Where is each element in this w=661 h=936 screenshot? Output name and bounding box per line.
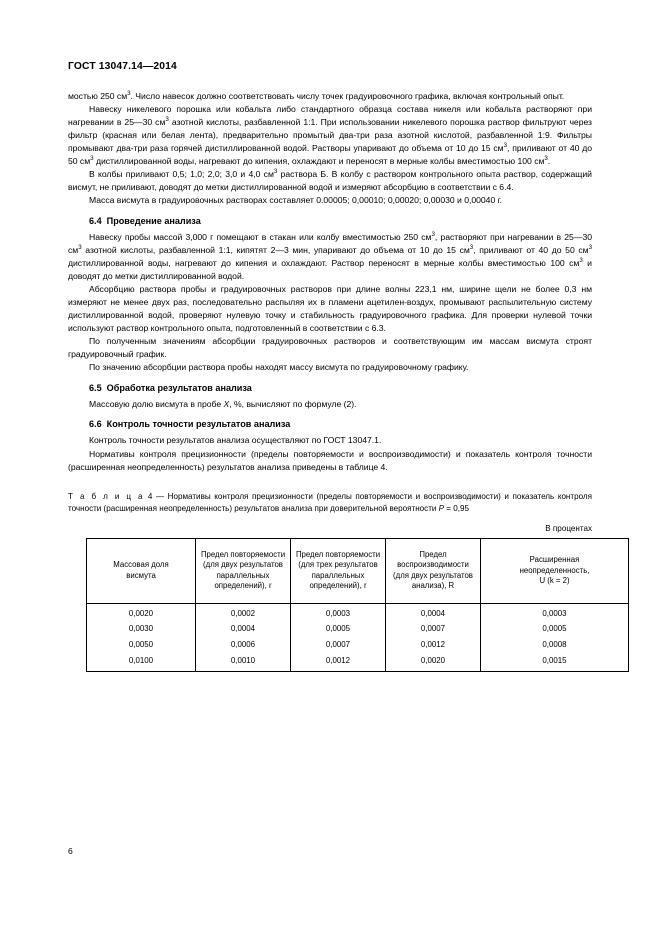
table-row (87, 638, 629, 654)
paragraph-analysis-procedure (68, 231, 592, 283)
cell-repeatability-three: 0,0007 (291, 638, 386, 654)
superscript-cubic: 3 (127, 90, 131, 98)
table-header (87, 538, 629, 603)
table-number: 4 (147, 491, 153, 501)
header-line-2: неопределенность, (519, 565, 590, 575)
table-caption (68, 491, 592, 515)
cell-mass-fraction: 0,0100 (87, 653, 196, 672)
header-line-3: U (k = 2) (539, 576, 570, 586)
superscript-cubic: 3 (544, 155, 548, 163)
cell-mass-fraction: 0,0030 (87, 622, 196, 638)
column-header-mass-fraction (87, 538, 196, 603)
superscript-cubic: 3 (588, 244, 593, 252)
cell-expanded-uncertainty: 0,0005 (481, 622, 629, 638)
paragraph-absorbance-measurement: Абсорбцию раствора пробы и градуировочных растворов при длине волны 223,1 нм, ширине щели не более 0,3 нм измеряют не менее двух раз, последовательно распыляя их в пламени ацетилен-воздух, промывают распылительную систему дистиллированной водой, проверяют нулевую точку и стабильность градуировочного графика. Для проверки нулевой точки используют раствор контрольного опыта, подготовленный в соответствии с 6.3. (68, 284, 592, 334)
table-caption-dash: — (155, 491, 165, 501)
precision-control-table (86, 538, 629, 672)
paragraph-bismuth-mass: Масса висмута в градуировочных растворах составляет 0.00005; 0,00010; 0,00020; 0,00030 и 0,00040 г. (89, 195, 503, 206)
page-number: 6 (68, 846, 73, 856)
cell-expanded-uncertainty: 0,0015 (481, 653, 629, 672)
header-line-1: Массовая доля (113, 560, 169, 570)
cell-mass-fraction: 0,0050 (87, 638, 196, 654)
heading-section-6-4 (68, 215, 592, 227)
header-line-3: параллельных (216, 570, 270, 580)
para-64-1-e: дистиллированной воды, нагревают до кипения и охлаждают. Раствор переносят в мерные колбы вместимостью 100 см (68, 258, 580, 269)
column-header-repeatability-two (196, 538, 291, 603)
para-3-b: раствора Б. В колбу с раствором контрольного опыта раствор, содержащий висмут, не приливают, доводят до метки дистиллированной водой и измеряют абсорбцию в соответствии с 6.4. (68, 169, 592, 193)
header-line-1: Предел повторяемости (200, 550, 286, 559)
para-64-1-f: и доводят до метки дистиллированной водой. (68, 258, 592, 282)
para-2-b: азотной кислоты, разбавленной 1:1. При использовании никелевого порошка раствор фильтруют через фильтр (красная или белая лента), предварительно промытый два-три раза азотной кислотой, разбавленной 1:9. Фильтры промывают два-три раза горячей дистиллированной водой. Растворы упаривают до объема от 10 до 15 см (68, 117, 592, 154)
paragraph-sample-dissolution (68, 103, 592, 168)
document-body (68, 90, 592, 672)
header-line-4: анализа), R (411, 581, 455, 591)
superscript-cubic: 3 (579, 257, 583, 265)
para-64-1-b: , растворяют при нагревании в 25—30 см (68, 231, 592, 255)
para-64-1-c: азотной кислоты, разбавленной 1:1, кипятят 2—3 мин, упаривают до объема от 10 до 15 см (81, 244, 470, 255)
table-caption-block (68, 491, 592, 515)
table-caption-text: Нормативы контроля прецизионности (пределы повторяемости и воспроизводимости) и показатель контроля точности (расширенная неопределенность) результатов анализа при доверительной вероятности (68, 491, 592, 513)
table-units-note: В процентах (545, 523, 592, 533)
header-line-1: Предел повторяемости (295, 550, 381, 559)
para-2-a: Навеску никелевого порошка или кобальта либо стандартного образца состава никеля или кобальта растворяют при нагревании в 25—30 см (68, 104, 592, 128)
cell-reproducibility: 0,0007 (386, 622, 481, 638)
table-row (87, 603, 629, 622)
paragraph-precision-norms: Нормативы контроля прецизионности (пределы повторяемости и воспроизводимости) и показатель контроля точности (расширенная неопределенность) результатов анализа приведены в таблице 4. (68, 448, 592, 472)
superscript-cubic: 3 (90, 155, 94, 163)
probability-value: = 0,95 (444, 503, 469, 513)
para-3-a: В колбы приливают 0,5; 1,0; 2,0; 3,0 и 4,0 см (89, 169, 274, 180)
cell-repeatability-two: 0,0010 (196, 653, 291, 672)
paragraph-accuracy-control: Контроль точности результатов анализа осуществляют по ГОСТ 13047.1. (89, 435, 382, 446)
table-label: Т а б л и ц а (68, 491, 145, 501)
para-1-rest: . Число навесок должно соответствовать числу точек градуировочного графика, включая контрольный опыт. (130, 91, 565, 101)
header-line-2: висмута (126, 570, 156, 580)
superscript-cubic: 3 (431, 231, 435, 239)
header-line-3: параллельных (311, 570, 365, 580)
header-line-2: воспроизводимости (397, 560, 469, 570)
para-65-a: Массовую долю висмута в пробе (89, 398, 224, 409)
cell-expanded-uncertainty: 0,0008 (481, 638, 629, 654)
section-title: Проведение анализа (106, 215, 201, 226)
cell-mass-fraction: 0,0020 (87, 603, 196, 622)
para-2-c: , приливают от 40 до 50 см (68, 143, 592, 167)
page-header: ГОСТ 13047.14—2014 (68, 61, 177, 72)
header-line-4: определений), r (214, 581, 272, 591)
para-2-d: дистиллированной воды, нагревают до кипения, охлаждают и переносят в мерные колбы вместимостью 100 см (93, 156, 545, 167)
cell-reproducibility: 0,0004 (386, 603, 481, 622)
superscript-cubic: 3 (273, 168, 278, 176)
section-title: Контроль точности результатов анализа (106, 419, 291, 430)
table-row (87, 653, 629, 672)
superscript-cubic: 3 (469, 244, 474, 252)
column-header-expanded-uncertainty (481, 538, 629, 603)
cell-reproducibility: 0,0012 (386, 638, 481, 654)
heading-section-6-5 (68, 382, 592, 394)
paragraph-read-mass: По значению абсорбции раствора пробы находят массу висмута по градуировочному графику. (89, 362, 469, 373)
section-number: 6.6 (89, 419, 102, 430)
section-title: Обработка результатов анализа (106, 382, 252, 393)
cell-repeatability-three: 0,0012 (291, 653, 386, 672)
variable-p: P (438, 503, 445, 513)
para-64-1-a: Навеску пробы массой 3,000 г помещают в стакан или колбу вместимостью 250 см (89, 231, 432, 242)
header-line-3: (для двух результатов (393, 570, 473, 580)
table-body (87, 603, 629, 671)
table-row (87, 622, 629, 638)
header-line-4: определений), r (309, 581, 367, 591)
cell-reproducibility: 0,0020 (386, 653, 481, 672)
section-number: 6.4 (89, 215, 102, 226)
cell-repeatability-three: 0,0005 (291, 622, 386, 638)
cell-expanded-uncertainty: 0,0003 (481, 603, 629, 622)
table-header-row (87, 538, 629, 603)
cell-repeatability-two: 0,0002 (196, 603, 291, 622)
cell-repeatability-two: 0,0006 (196, 638, 291, 654)
superscript-cubic: 3 (503, 142, 508, 150)
header-line-2: (для трех результатов (298, 560, 378, 570)
cell-repeatability-three: 0,0003 (291, 603, 386, 622)
cell-repeatability-two: 0,0004 (196, 622, 291, 638)
paragraph-continuation (68, 90, 592, 103)
section-number: 6.5 (89, 382, 102, 393)
header-line-1: Расширенная (529, 555, 580, 565)
header-line-2: (для двух результатов (203, 560, 283, 570)
header-line-1: Предел (419, 550, 447, 559)
column-header-reproducibility (386, 538, 481, 603)
para-65-b: , %, вычисляют по формуле (2). (229, 398, 357, 409)
paragraph-mass-fraction-formula (68, 398, 592, 411)
paragraph-calibration-graph: По полученным значениям абсорбции градуировочных растворов и соответствующим им массам висмута строят градуировочный график. (68, 336, 592, 360)
superscript-cubic: 3 (78, 244, 82, 252)
column-header-repeatability-three (291, 538, 386, 603)
variable-x: X (223, 398, 230, 409)
para-1-text: мостью 250 см (68, 91, 128, 101)
para-2-e: . (547, 156, 551, 167)
paragraph-flask-additions (68, 168, 592, 194)
superscript-cubic: 3 (165, 116, 169, 124)
para-64-1-d: , приливают от 40 до 50 см (473, 244, 589, 255)
heading-section-6-6 (68, 418, 592, 430)
